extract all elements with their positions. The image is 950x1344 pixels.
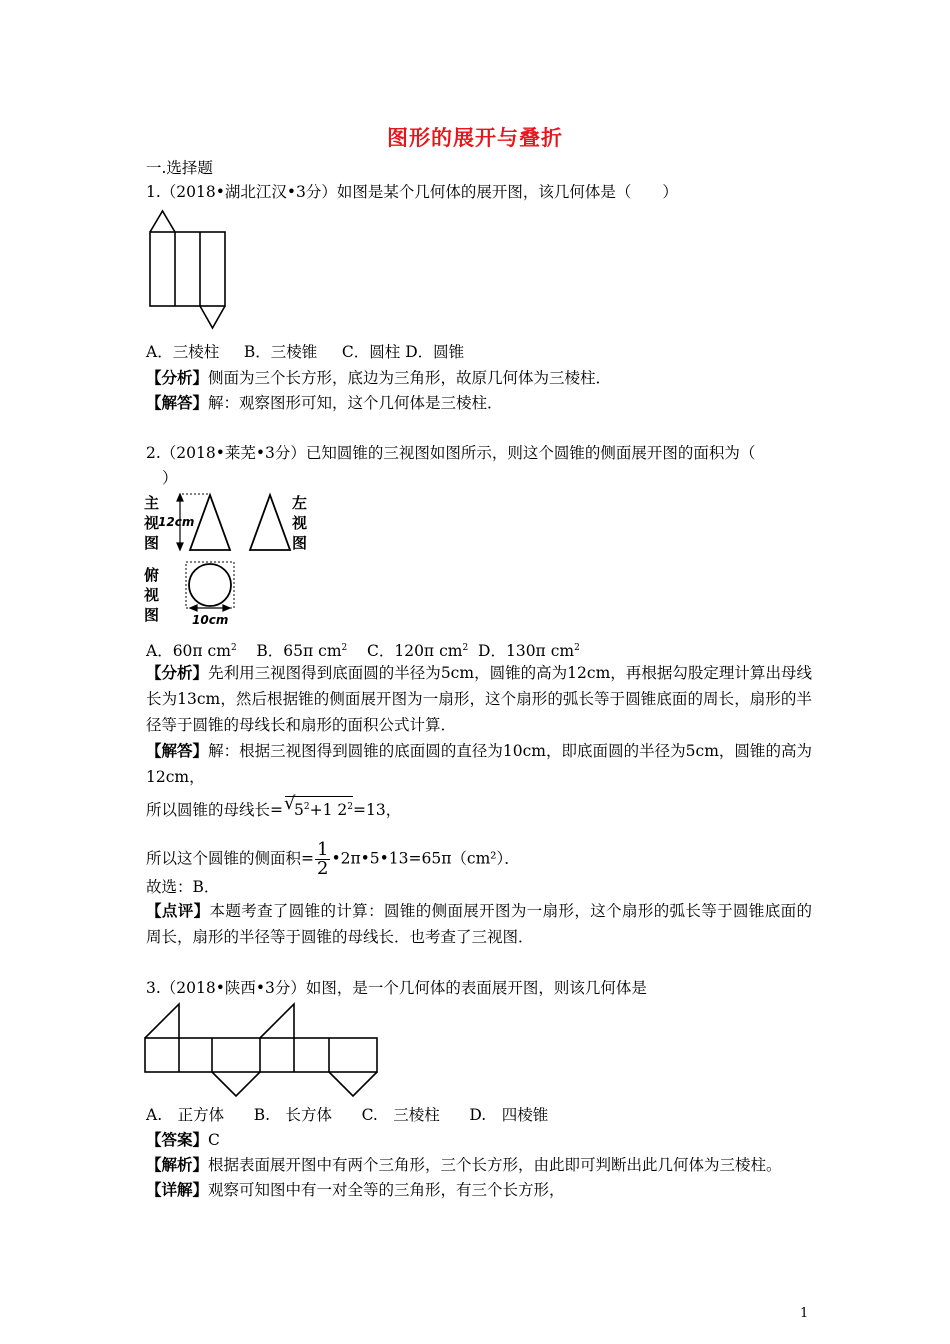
- q2-option-c-text: C．120π: [366, 642, 435, 661]
- q1-options: [146, 342, 464, 362]
- q2-option-b-exp: 2: [341, 643, 348, 653]
- q2-eq1-b-exp: 2: [347, 802, 354, 812]
- q3-key-text: C: [208, 1131, 220, 1149]
- q2-analysis: [146, 660, 812, 738]
- q2-analysis-text: 先利用三视图得到底面圆的半径为5cm，圆锥的高为12cm，再根据勾股定理计算出母线长为13cm，然后根据锥的侧面展开图为一扇形，这个扇形的弧长等于圆锥底面的周长，扇形的半径等于圆锥的母线长和扇形的面积公式计算．: [146, 664, 812, 734]
- q2-option-c: [367, 638, 468, 661]
- section-heading: 一.选择题: [146, 159, 213, 177]
- q2-height-arrow-up: [177, 494, 183, 501]
- q2-eq2-denominator: 2: [317, 858, 329, 879]
- q2-top-view-circle: [189, 564, 231, 606]
- q3-key: [146, 1130, 220, 1150]
- q3-parse-text: 根据表面展开图中有两个三角形，三个长方形，由此即可判断出此几何体为三棱柱。: [208, 1156, 782, 1174]
- q2-left-label-2: 视: [292, 514, 308, 532]
- q3-option-c: C. 三棱柱: [361, 1106, 440, 1124]
- q2-equation-1: [146, 793, 402, 820]
- q2-option-c-unit: cm: [439, 642, 463, 661]
- q2-comment-tag: 【点评】: [146, 901, 210, 920]
- q3-parse: [146, 1155, 782, 1175]
- q1-net-top-triangle: [150, 211, 175, 232]
- q1-analysis-tag: 【分析】: [146, 368, 209, 387]
- q3-net-rectangles: [145, 1038, 377, 1072]
- q2-option-c-exp: 2: [462, 643, 469, 653]
- q2-eq1-a-exp: 2: [303, 802, 310, 812]
- q2-eq2-prefix: 所以这个圆锥的侧面积=: [146, 849, 314, 868]
- q3-key-tag: 【答案】: [146, 1130, 209, 1149]
- q2-answer: [146, 738, 812, 790]
- q2-diameter-arrow-right: [223, 605, 230, 611]
- q1-option-d: D．圆锥: [405, 343, 465, 361]
- q1-analysis-text: 侧面为三个长方形，底边为三角形，故原几何体为三棱柱．: [208, 369, 612, 387]
- q2-eq1-prefix: 所以圆锥的母线长=: [146, 801, 283, 820]
- q3-detail-tag: 【详解】: [146, 1180, 209, 1199]
- q2-eq1-suffix: =13，: [353, 801, 402, 820]
- q2-eq2-numerator: 1: [317, 839, 329, 860]
- page-number: 1: [800, 1306, 809, 1321]
- q3-detail-text: 观察可知图中有一对全等的三角形，有三个长方形，: [208, 1181, 565, 1199]
- q2-option-a-exp: 2: [230, 643, 237, 653]
- q3-net-bottom-triangle-2: [329, 1072, 377, 1096]
- q1-option-b: B．三棱锥: [243, 343, 318, 361]
- q3-option-a: A. 正方体: [146, 1106, 225, 1124]
- q1-net-rectangles: [150, 232, 225, 306]
- q2-diameter-label: 10cm: [192, 613, 229, 627]
- q2-stem-line1: 2.（2018•莱芜•3分）已知圆锥的三视图如图所示，则这个圆锥的侧面展开图的面积为（: [146, 444, 756, 462]
- q1-answer: [146, 393, 503, 413]
- q2-left-label-3: 图: [292, 534, 308, 552]
- q3-detail: [146, 1180, 565, 1200]
- q3-net-top-triangle-1: [145, 1004, 179, 1038]
- q3-option-d: D. 四棱锥: [469, 1106, 549, 1124]
- q1-analysis: [146, 368, 611, 388]
- q2-front-label-2: 视: [144, 514, 160, 532]
- q3-stem: 3.（2018•陕西•3分）如图，是一个几何体的表面展开图，则该几何体是: [146, 979, 647, 997]
- q1-net-figure: [144, 208, 230, 332]
- q1-answer-tag: 【解答】: [146, 393, 209, 412]
- q2-three-views-figure: [138, 490, 318, 630]
- q2-stem-line2: ）: [162, 469, 178, 487]
- q2-option-d-unit: cm: [550, 642, 575, 661]
- q2-option-b-unit: cm: [318, 642, 342, 661]
- q2-comment-text: 本题考查了圆锥的计算：圆锥的侧面展开图为一扇形，这个扇形的弧长等于圆锥底面的周长，扇形的半径等于圆锥的母线长．也考查了三视图．: [146, 902, 812, 946]
- q2-answer-text: 解：根据三视图得到圆锥的底面圆的直径为10cm，即底面圆的半径为5cm，圆锥的高为12cm，: [146, 742, 812, 786]
- q1-net-bottom-triangle: [200, 306, 225, 328]
- q1-stem: 1.（2018•湖北江汉•3分）如图是某个几何体的展开图，该几何体是（ ）: [146, 183, 678, 201]
- q2-option-d-exp: 2: [574, 643, 580, 653]
- q2-height-arrow-down: [177, 543, 183, 550]
- q2-eq1-plus: +1: [309, 801, 333, 820]
- q2-option-a-unit: cm: [207, 642, 231, 661]
- q2-option-b-text: B．65π: [256, 642, 314, 661]
- q2-options: [146, 638, 580, 661]
- q2-answer-tag: 【解答】: [146, 741, 209, 760]
- q2-eq1-a: 5: [294, 801, 304, 820]
- q2-top-label-1: 俯: [144, 566, 160, 584]
- q2-option-d-text: D．130π: [478, 642, 546, 661]
- q2-analysis-tag: 【分析】: [146, 663, 209, 682]
- q2-choice: 故选：B．: [146, 878, 220, 896]
- q1-answer-text: 解：观察图形可知，这个几何体是三棱柱．: [208, 394, 503, 412]
- q3-option-b: B. 长方体: [253, 1106, 333, 1124]
- q2-eq2-fraction: [315, 841, 330, 878]
- q2-front-label-3: 图: [144, 534, 160, 552]
- q2-option-d: [478, 638, 580, 661]
- q2-eq1-radical: [284, 793, 354, 820]
- q2-option-a: [146, 638, 237, 661]
- q2-comment: [146, 898, 812, 950]
- q1-option-a: A．三棱柱: [146, 343, 220, 361]
- q2-left-view-triangle: [250, 495, 290, 550]
- q3-net-top-triangle-2: [260, 1004, 294, 1038]
- q2-front-label-1: 主: [144, 494, 160, 512]
- q2-equation-2: [146, 841, 520, 878]
- q1-option-c: C．圆柱: [341, 343, 401, 361]
- q2-option-a-text: A．60π: [146, 642, 203, 661]
- page-title: 图形的展开与叠折: [387, 125, 563, 150]
- q2-option-b: [256, 638, 347, 661]
- q2-top-label-2: 视: [144, 586, 160, 604]
- q2-eq2-suffix: •2π•5•13=65π（cm²）．: [331, 849, 520, 868]
- q3-net-figure: [142, 1000, 382, 1100]
- q3-options: [146, 1105, 548, 1125]
- q2-left-label-1: 左: [292, 494, 308, 512]
- q3-parse-tag: 【解析】: [146, 1155, 209, 1174]
- q2-diameter-arrow-left: [190, 605, 197, 611]
- q2-front-view-triangle: [190, 495, 230, 550]
- q2-top-label-3: 图: [144, 606, 160, 624]
- q2-eq1-b: 2: [337, 801, 348, 820]
- q2-eq1-radical-sign: √: [284, 793, 296, 814]
- q2-height-label: 12cm: [158, 515, 195, 529]
- q3-net-bottom-triangle-1: [212, 1072, 260, 1096]
